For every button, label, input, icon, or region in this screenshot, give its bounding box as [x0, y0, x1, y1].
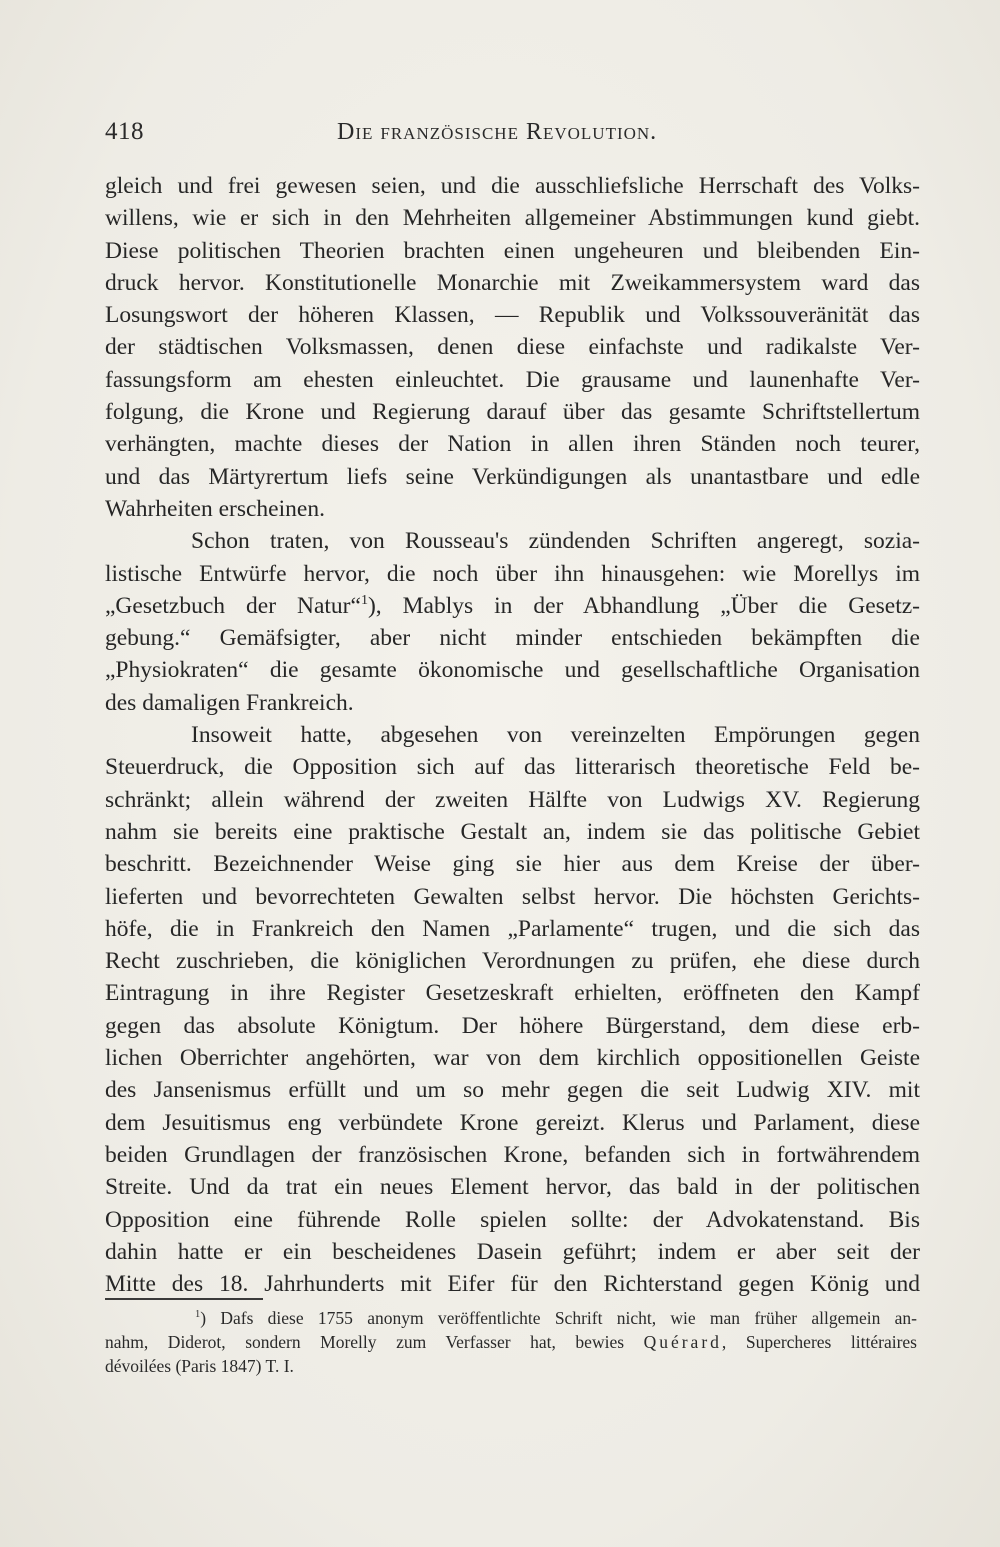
text-line: des Jansenismus erfüllt und um so mehr gegen die seit Ludwig XIV. mit: [105, 1077, 920, 1104]
text-line: gleich und frei gewesen seien, und die ausschliefsliche Herrschaft des Volks-: [105, 173, 920, 199]
text-line: Insoweit hatte, abgesehen von vereinzelten Empörungen gegen: [191, 722, 920, 749]
text-line: willens, wie er sich in den Mehrheiten allgemeiner Abstimmungen kund giebt.: [105, 205, 920, 232]
paragraph-1: [105, 170, 920, 525]
text-line: Diese politischen Theorien brachten einen ungeheuren und bleibenden Ein-: [105, 237, 920, 264]
page-number: 418: [105, 118, 144, 145]
text-line: „Physiokraten“ die gesamte ökonomische und gesellschaftliche Organisation: [105, 657, 920, 684]
text-line: verhängten, machte dieses der Nation in allen ihren Ständen noch teurer,: [105, 431, 920, 458]
text-line: beschritt. Bezeichnender Weise ging sie hier aus dem Kreise der über-: [105, 851, 920, 878]
text-line: lichen Oberrichter angehörten, war von dem kirchlich oppositionellen Geiste: [105, 1045, 920, 1072]
text-line: druck hervor. Konstitutionelle Monarchie mit Zweikammersystem ward das: [105, 269, 920, 296]
text-line: Steuerdruck, die Opposition sich auf das litterarisch theoretische Feld be-: [105, 754, 920, 781]
author-name: Quérard: [643, 1332, 722, 1352]
text-line: höfe, die in Frankreich den Namen „Parlamente“ trugen, und die sich das: [105, 915, 920, 942]
footnote-marker: 1: [195, 1309, 201, 1321]
text-line: Mitte des 18. Jahrhunderts mit Eifer für den Richterstand gegen König und: [105, 1271, 920, 1298]
footnote-divider: [105, 1298, 263, 1300]
text-line: Schon traten, von Rousseau's zündenden Schriften angeregt, sozia-: [191, 528, 920, 555]
text-line: des damaligen Frankreich.: [105, 689, 354, 716]
paragraph-3: [105, 719, 920, 1300]
text-line: dem Jesuitismus eng verbündete Krone gereizt. Klerus und Parlament, diese: [105, 1109, 920, 1136]
footnote-line: [105, 1306, 917, 1330]
text-line: der städtischen Volksmassen, denen diese einfachste und radikalste Ver-: [105, 334, 920, 361]
text-line: Losungswort der höheren Klassen, — Republik und Volkssouveränität das: [105, 302, 920, 329]
text-line: fassungsform am ehesten einleuchtet. Die grausame und launenhafte Ver-: [105, 366, 920, 393]
text-line: schränkt; allein während der zweiten Hälfte von Ludwigs XV. Regierung: [105, 786, 920, 813]
body-text: [105, 170, 920, 1300]
text-line: Opposition eine führende Rolle spielen sollte: der Advokatenstand. Bis: [105, 1206, 920, 1233]
text-line: Streite. Und da trat ein neues Element hervor, das bald in der politischen: [105, 1174, 920, 1201]
text-fragment: nahm, Diderot, sondern Morelly zum Verfasser hat, bewies: [105, 1332, 644, 1352]
text-line: lieferten und bevorrechteten Gewalten selbst hervor. Die höchsten Gerichts-: [105, 883, 920, 910]
text-fragment: , Supercheres littéraires: [721, 1332, 917, 1352]
footnote-reference: 1: [360, 592, 368, 609]
footnote-line: dévoilées (Paris 1847) T. I.: [105, 1356, 294, 1376]
page-header: [105, 118, 920, 158]
text-fragment: „Gesetzbuch der Natur“: [105, 592, 361, 619]
footnote-line: [105, 1330, 917, 1354]
paragraph-2: [105, 525, 920, 719]
text-line: listische Entwürfe hervor, die noch über ihn hinausgehen: wie Morellys im: [105, 560, 920, 587]
text-line: beiden Grundlagen der französischen Krone, befanden sich in fortwährendem: [105, 1141, 920, 1168]
text-line: dahin hatte er ein bescheidenes Dasein geführt; indem er aber seit der: [105, 1238, 920, 1265]
text-line: Eintragung in ihre Register Gesetzeskraft erhielten, eröffneten den Kampf: [105, 980, 920, 1007]
text-line: gebung.“ Gemäfsigter, aber nicht minder entschieden bekämpften die: [105, 625, 920, 652]
text-line: Wahrheiten erscheinen.: [105, 495, 325, 522]
text-line: nahm sie bereits eine praktische Gestalt an, indem sie das politische Gebiet: [105, 818, 920, 845]
text-line: [105, 590, 920, 622]
text-fragment: ), Mablys in der Abhandlung „Über die Gesetz-: [367, 592, 920, 619]
text-line: folgung, die Krone und Regierung darauf über das gesamte Schriftstellertum: [105, 399, 920, 426]
text-fragment: ) Dafs diese 1755 anonym veröffentlichte Schrift nicht, wie man früher allgemein an-: [200, 1308, 917, 1328]
running-title: Die französische Revolution.: [337, 119, 658, 145]
text-line: gegen das absolute Königtum. Der höhere Bürgerstand, dem diese erb-: [105, 1012, 920, 1039]
footnote: [105, 1306, 917, 1378]
text-line: und das Märtyrertum liefs seine Verkündigungen als unantastbare und edle: [105, 463, 920, 490]
text-line: Recht zuschrieben, die königlichen Verordnungen zu prüfen, ehe diese durch: [105, 948, 920, 975]
